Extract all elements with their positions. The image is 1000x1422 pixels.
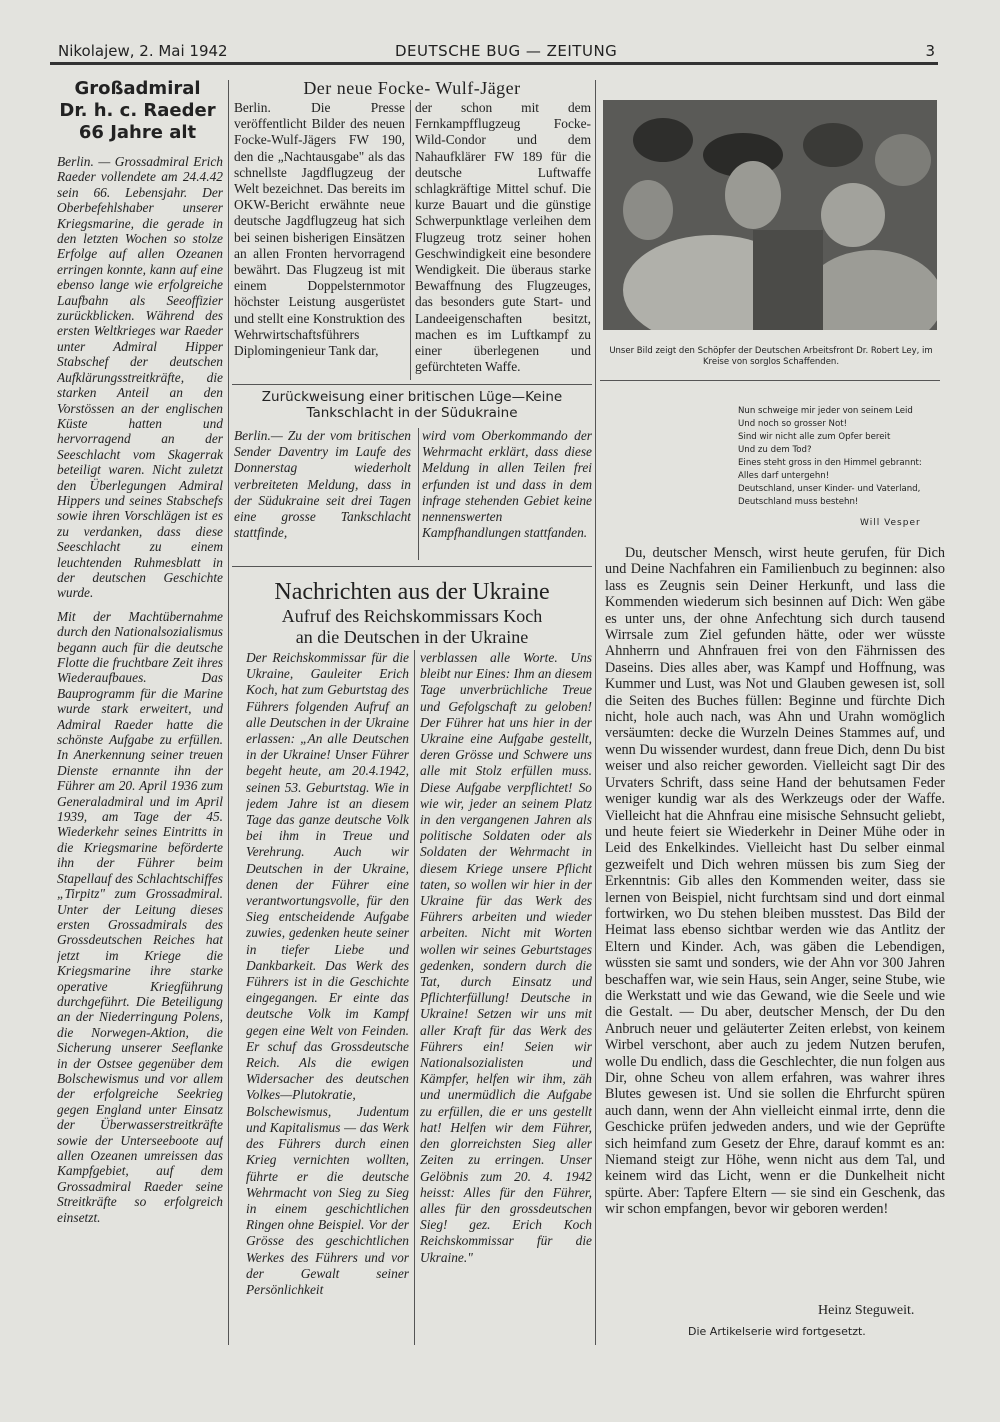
column-rule xyxy=(410,100,411,380)
photo-illustration xyxy=(603,100,937,330)
tank-headline xyxy=(234,389,590,421)
tank-title-2: Tankschlacht in der Südukraine xyxy=(306,405,518,421)
header-rule xyxy=(50,62,938,65)
page-header xyxy=(55,42,935,64)
photo-robert-ley-crowd xyxy=(603,100,937,330)
column-rule xyxy=(418,428,419,560)
tank-text-right: wird vom Oberkommando der Wehrmacht erklärt, dass diese Meldung in allen Teilen frei erfunden ist und dass in dem infrage stehenden Gebiet keine nennenswerten Kampfhandlungen stattfanden. xyxy=(422,428,592,541)
page-number: 3 xyxy=(925,42,935,60)
raeder-headline xyxy=(55,78,220,144)
ukraine-headline xyxy=(234,578,590,648)
photo-caption: Unser Bild zeigt den Schöpfer der Deutschen Arbeitsfront Dr. Robert Ley, im Kreise von sorglos Schaffenden. xyxy=(609,346,933,367)
ukraine-text-left: Der Reichskommissar für die Ukraine, Gauleiter Erich Koch, hat zum Geburtstag des Führers folgenden Aufruf an alle Deutschen in der Ukraine erlassen: „An alle Deutschen in der Ukraine! Unser Führer begeht heute, am 20.4.1942, seinen 53. Geburtstag. Wie in jedem Jahre ist an diesem Tage das ganze deutsche Volk bei ihm in Treue und Verehrung. Auch wir Deutschen in der Ukraine, denen der Führer eine verantwortungsvolle, für den Sieg entscheidende Aufgabe zuwies, gedenken heute seiner in tiefer Liebe und Dankbarkeit. Das Werk des Führers ist in die Geschichte eingegangen. Er einte das deutsche Volk im Kampf gegen eine Welt von Feinden. Er schuf das Grossdeutsche Reich. Als die ewigen Widersacher des deutschen Volkes—Plutokratie, Bolschewismus, Judentum und Kapitalismus — das Werk des Führers durch einen Krieg vernichten wollten, führte er die deutsche Wehrmacht von Sieg zu Sieg in einem geschichtlichen Ringen ohne Beispiel. Vor der Grösse des geschichtlichen Werkes des Führers und vor der Gewalt seiner Persönlichkeit xyxy=(246,650,409,1297)
poem-line: Deutschland, unser Kinder- und Vaterland, xyxy=(738,484,921,494)
poem-line: Und noch so grosser Not! xyxy=(738,419,848,429)
section-rule xyxy=(232,566,592,567)
poem-line: Deutschland muss bestehn! xyxy=(738,497,859,507)
raeder-article xyxy=(57,154,223,1344)
focke-text-left: Berlin. Die Presse veröffentlicht Bilder des neuen Focke-Wulf-Jägers FW 190, den die „Nachtausgabe" als das schnellste Jagdflugzeug der Welt bezeichnet. Das bereits im OKW-Bericht erwähnte neue deutsche Jagdflugzeug hat sich bei seinen bisherigen Einsätzen an allen Fronten hervorragend bewährt. Das Flugzeug ist mit einem Doppelsternmotor höchster Leistung ausgerüstet und stellt eine Konstruktion des Wehrwirtschaftsführers Diplomingenieur Tank dar, xyxy=(234,100,405,359)
poem-line: Und zu dem Tod? xyxy=(738,445,812,455)
poem-author: Will Vesper xyxy=(860,518,921,528)
poem xyxy=(738,405,968,509)
raeder-title-3: 66 Jahre alt xyxy=(78,122,197,143)
ukraine-text-right: verblassen alle Worte. Uns bleibt nur Eines: Ihm an diesem Tage unverbrüchliche Treue und Gefolgschaft zu geloben! Der Führer hat uns hier in der Ukraine eine Aufgabe gestellt, deren Grösse und Schwere uns alle mit Stolz erfüllen muss. Diese Aufgabe verpflichtet! So wie wir, jeder an seinem Platz in den vergangenen Jahren als politische Soldaten oder als Soldaten der Wehrmacht in diesem Kriege unsere Pflicht taten, so wollen wir hier in der Ukraine für das Werk des Führers arbeiten und wieder arbeiten. Nicht mit Worten wollen wir seines Geburtstages gedenken, sondern durch die Tat, durch Einsatz und Pflichterfüllung! Deutsche in Ukraine! Setzen wir uns mit aller Kraft für das Werk des Führers ein! Seien wir Nationalsozialisten und Kämpfer, helfen wir ihm, zäh und unermüdlich die Aufgabe zu erfüllen, die er uns gestellt hat! Helfen wir dem Führer, den glorreichsten Sieg aller Zeiten zu erringen. Unser Gelöbnis zum 20. 4. 1942 heisst: Alles für den Führer, alles für den grossdeutschen Sieg! gez. Erich Koch Reichskommissar für die Ukraine." xyxy=(420,650,592,1265)
newspaper-name: DEUTSCHE BUG — ZEITUNG xyxy=(395,42,618,60)
ukraine-subtitle-1: Aufruf des Reichskommissars Koch xyxy=(281,606,543,626)
tank-text-left: Berlin.— Zu der vom britischen Sender Daventry im Laufe des Donnerstag wiederholt verbreiteten Meldung, dass in der Südukraine seit drei Tagen eine grosse Tankschlacht stattfinde, xyxy=(234,428,411,541)
ukraine-subtitle-2: an die Deutschen in der Ukraine xyxy=(295,627,529,647)
essay-author: Heinz Steguweit. xyxy=(818,1303,915,1318)
poem-line: Eines steht gross in den Himmel gebrannt: xyxy=(738,458,922,468)
ukraine-title: Nachrichten aus der Ukraine xyxy=(274,579,550,605)
raeder-paragraph-1: Berlin. — Grossadmiral Erich Raeder vollendete am 24.4.42 sein 66. Lebensjahr. Der Oberbefehlshaber unserer Kriegsmarine, die gerade in den letzten Wochen so stolze Erfolge auf allen Ozeanen erringen konnte, kann auf eine ebenso lange wie erfolgreiche Laufbahn als Seeoffizier zurückblicken. Während des ersten Weltkrieges war Raeder unter Admiral Hipper Stabschef der deutschen Aufklärungsstreitkräfte, die starken Anteil an den Vorstössen an der englischen Küste hatten und hervorragend an der Seeschlacht vom Skagerrak beteiligt waren. Nicht zuletzt den Überlegungen Admiral Hippers und seines Stabschefs sowie ihren Vorschlägen ist es zu verdanken, dass diese Seeschlacht zu einem leuchtenden Ruhmesblatt in der deutschen Geschichte wurde. xyxy=(57,154,223,601)
section-rule xyxy=(600,380,940,381)
poem-line: Sind wir nicht alle zum Opfer bereit xyxy=(738,432,891,442)
column-rule xyxy=(595,80,596,1345)
continuation-note: Die Artikelserie wird fortgesetzt. xyxy=(688,1325,866,1338)
focke-headline: Der neue Focke- Wulf-Jäger xyxy=(303,78,521,98)
column-rule xyxy=(414,650,415,1345)
raeder-paragraph-2: Mit der Machtübernahme durch den Nationalsozialismus begann auch für die deutsche Flotte die fruchtbare Zeit ihres Wiederaufbaues. Das Bauprogramm für die Marine wurde stark erweitert, und Admiral Raeder hatte die schönste Aufgabe zu erfüllen. In Anerkennung seiner treuen Dienste ernannte ihn der Führer am 20. April 1936 zum Generaladmiral und im April 1939, am Tage der 45. Wiederkehr seines Eintritts in die Kriegsmarine beförderte ihn der Führer beim Stapellauf des Schlachtschiffes „Tirpitz" zum Grossadmiral. Unter der Leitung dieses ersten Grossadmirals des Grossdeutschen Reiches hat jetzt im Kriege die Kriegsmarine ihre starke operative Kriegführung durchgeführt. Die Beteiligung an der Niederringung Polens, die Norwegen-Aktion, die Sicherung unserer Seeflanke in der Ostsee gegenüber dem Bolschewismus und vor allem der erfolgreiche Seekrieg gegen England unter Einsatz der Überwasserstreitkräfte sowie der Unterseeboote auf allen Ozeanen umreissen das Kampfgebiet, auf dem Grossadmiral Raeder seine Streitkräfte so erfolgreich einsetzt. xyxy=(57,608,223,1225)
essay-text: Du, deutscher Mensch, wirst heute gerufen, für Dich und Deine Nachfahren ein Familienbuch zu beginnen: also lass es Zeugnis sein Deiner Herkunft, und lass die Kommenden wiederum sich besinnen auf Dich: Wen gäbe es unter uns, der ohne Anfechtung sich durch tausend Wirrsale zum Ziel gefunden hätte, oder wer wüsste Ahnherrn und Ahnfrauen frei von den Fährnissen des Daseins. Dies alles aber, was Kampf und Hoffnung, was Kummer und Lust, was Not und Glauben gewesen ist, soll die Seiten des Buches füllen: Beginne und fürchte Dich nicht, hole auch nach, was Ahn und Urahn womöglich versäumten: decke die Wurzeln Deines Stammes auf, und wenn Du wissender wurdest, dann freue Dich, denn Du bist weiser und also reicher geworden. Vielleicht sagt Dir des Urvaters Schrift, dass seine Hand der behutsamen Feder weniger kundig war als des Werkzeugs oder der Waffe. Vielleicht hat die Ahnfrau eine misische Sehnsucht geliebt, und heute feiert sie Wiederkehr in Deiner Mühe oder in Leid des Enkelkindes. Vielleicht hast Du selber einmal gezweifelt und Dich wehren müssen bis zum Sieg der Erkenntnis: Gib alles den Kommenden weiter, dass sie lernen von Beispiel, nicht furchtsam sind und dort einmal fortwirken, wo Du stehen bleiben musstest. Das Bild der Heimat lass ebenso sichtbar werden wie das Antlitz der Eltern und Kinder. Ach, was gäben die Lebendigen, wüssten sie samt und sonders, wie der Ahn vor 300 Jahren beschaffen war, wie sein Haus, sein Anger, seine Stube, wie die Werkstatt und wie das Gewand, wie die Seele und wie die Gestalt. — Du aber, deutscher Mensch, der Du den Anbruch neuer und geläuterter Zeiten erlebst, von keinem Wirbel verschont, aber auch zu jedem Nutzen berufen, wolle Du endlich, dass die Geschlechter, die nun folgen aus Dir, ohne Scheu von allem erfahren, was wahrer ihres Blutes gewesen ist. Und sie sollen die Ehrfurcht spüren auch dann, wenn der Ahn vielleicht einmal irrte, denn die Geschicke prüfen jedweden anders, und wie der Geprüfte sich heimfand zum Gesetz der Ehre, darauf kommt es an: Niemand steigt zur Höhe, wenn nicht aus dem Tal, und keinem wird das Licht, wenn er die Dunkelheit nicht spürte. Aber: Tapfere Eltern — sie sind ein Geschenk, das wir schon empfangen, bevor wir geboren werden! xyxy=(605,545,945,1218)
column-rule xyxy=(228,80,229,1345)
raeder-title-1: Großadmiral xyxy=(74,78,201,99)
focke-text-right: der schon mit dem Fernkampfflugzeug Focke-Wild-Condor und dem Nahaufklärer FW 189 für die deutsche Luftwaffe schlagkräftige Mittel schuf. Die kurze Bauart und die günstige Schwerpunktlage verleihen dem Flugzeug trotz seiner hohen Geschwindigkeit eine besondere Wendigkeit. Die überaus starke Bewaffnung des Flugzeuges, das besonders gute Start- und Landeeigenschaften besitzt, machen es im Luftkampf zu einer überlegenen und gefürchteten Waffe. xyxy=(415,100,591,375)
poem-line: Nun schweige mir jeder von seinem Leid xyxy=(738,406,913,416)
poem-line: Alles darf untergehn! xyxy=(738,471,830,481)
section-rule xyxy=(232,384,592,385)
tank-title-1: Zurückweisung einer britischen Lüge—Keine xyxy=(261,389,563,405)
raeder-title-2: Dr. h. c. Raeder xyxy=(59,100,216,121)
place-date: Nikolajew, 2. Mai 1942 xyxy=(58,42,228,60)
